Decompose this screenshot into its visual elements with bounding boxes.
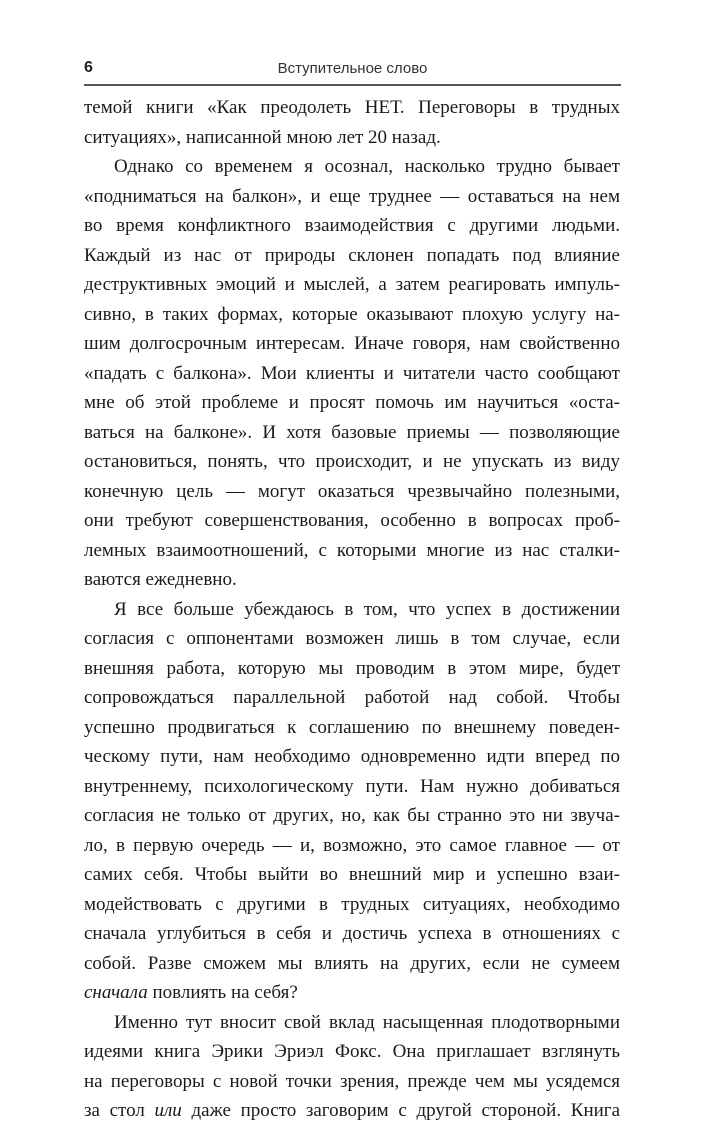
text-line: модействовать с другими в трудных ситуациях, необходимо [84,893,620,915]
text-line [84,1096,620,1126]
text-line: идеями книга Эрики Эриэл Фокс. Она приглашает взглянуть [84,1041,620,1062]
text-line: мне об этой проблеме и просят помочь им научиться «оста- [84,392,620,413]
text-run: повлиять на себя? [147,982,298,1003]
text-line: Каждый из нас от природы склонен попадать под влияние [84,244,620,266]
text-line: ваются ежедневно. [84,569,237,590]
text-line: сопровождаться параллельной работой над собой. Чтобы [84,687,620,708]
text-line [84,978,620,1008]
text-line: согласия не только от других, но, как бы странно это ни звуча- [84,805,620,826]
paragraph [84,1008,620,1126]
text-run: за стол [84,1100,155,1121]
text-line: Я все больше убеждаюсь в том, что успех в достижении [114,598,620,620]
text-line: внешняя работа, которую мы проводим в этом мире, будет [84,657,620,679]
text-line: ло, в первую очередь — и, возможно, это самое главное — от [84,834,620,856]
text-line: во время конфликтного взаимодействия с другими людьми. [84,215,620,236]
body-text [84,93,620,1126]
text-line: Именно тут вносит свой вклад насыщенная плодотворными [114,1011,620,1033]
text-line: остановиться, понять, что происходит, и не упускать из виду [84,451,620,472]
text-line: согласия с оппонентами возможен лишь в том случае, если [84,628,620,649]
text-line: «подниматься на балкон», и еще труднее — оставаться на нем [84,185,620,207]
text-line: конечную цель — могут оказаться чрезвычайно полезными, [84,480,620,502]
text-line: собой. Разве сможем мы влиять на других, если не сумеем [84,952,620,974]
text-line: лемных взаимоотношений, с которыми многие из нас сталки- [84,539,620,561]
text-run: даже просто заговорим с другой стороной. Книга [181,1100,620,1121]
page-number: 6 [84,59,93,76]
text-line: ческому пути, нам необходимо одновременно идти вперед по [84,746,620,767]
text-line: они требуют совершенствования, особенно в вопросах проб- [84,510,620,531]
running-header [84,50,621,86]
text-line: Однако со временем я осознал, насколько трудно бывает [114,156,620,177]
text-line: ситуациях», написанной мною лет 20 назад. [84,126,441,148]
text-line: темой книги «Как преодолеть НЕТ. Переговоры в трудных [84,97,620,118]
paragraph [84,93,620,152]
running-title: Вступительное слово [277,60,428,77]
text-line: деструктивных эмоций и мыслей, а затем реагировать импуль- [84,274,620,295]
paragraph [84,152,620,595]
emphasis: сначала [84,982,148,1003]
text-line: внутреннему, психологическому пути. Нам нужно добиваться [84,775,620,797]
text-line: ваться на балконе». И хотя базовые приемы — позволяющие [84,421,620,443]
text-line: самих себя. Чтобы выйти во внешний мир и успешно взаи- [84,864,620,885]
text-line: на переговоры с новой точки зрения, прежде чем мы усядемся [84,1070,620,1092]
text-line: «падать с балкона». Мои клиенты и читатели часто сообщают [84,362,620,384]
text-line: сначала углубиться в себя и достичь успеха в отношениях с [84,923,620,944]
text-line: сивно, в таких формах, которые оказывают плохую услугу на- [84,303,620,325]
emphasis: или [154,1100,182,1121]
text-line: успешно продвигаться к соглашению по внешнему поведен- [84,716,620,738]
paragraph [84,595,620,1008]
text-line: шим долгосрочным интересам. Иначе говоря, нам свойственно [84,333,620,354]
